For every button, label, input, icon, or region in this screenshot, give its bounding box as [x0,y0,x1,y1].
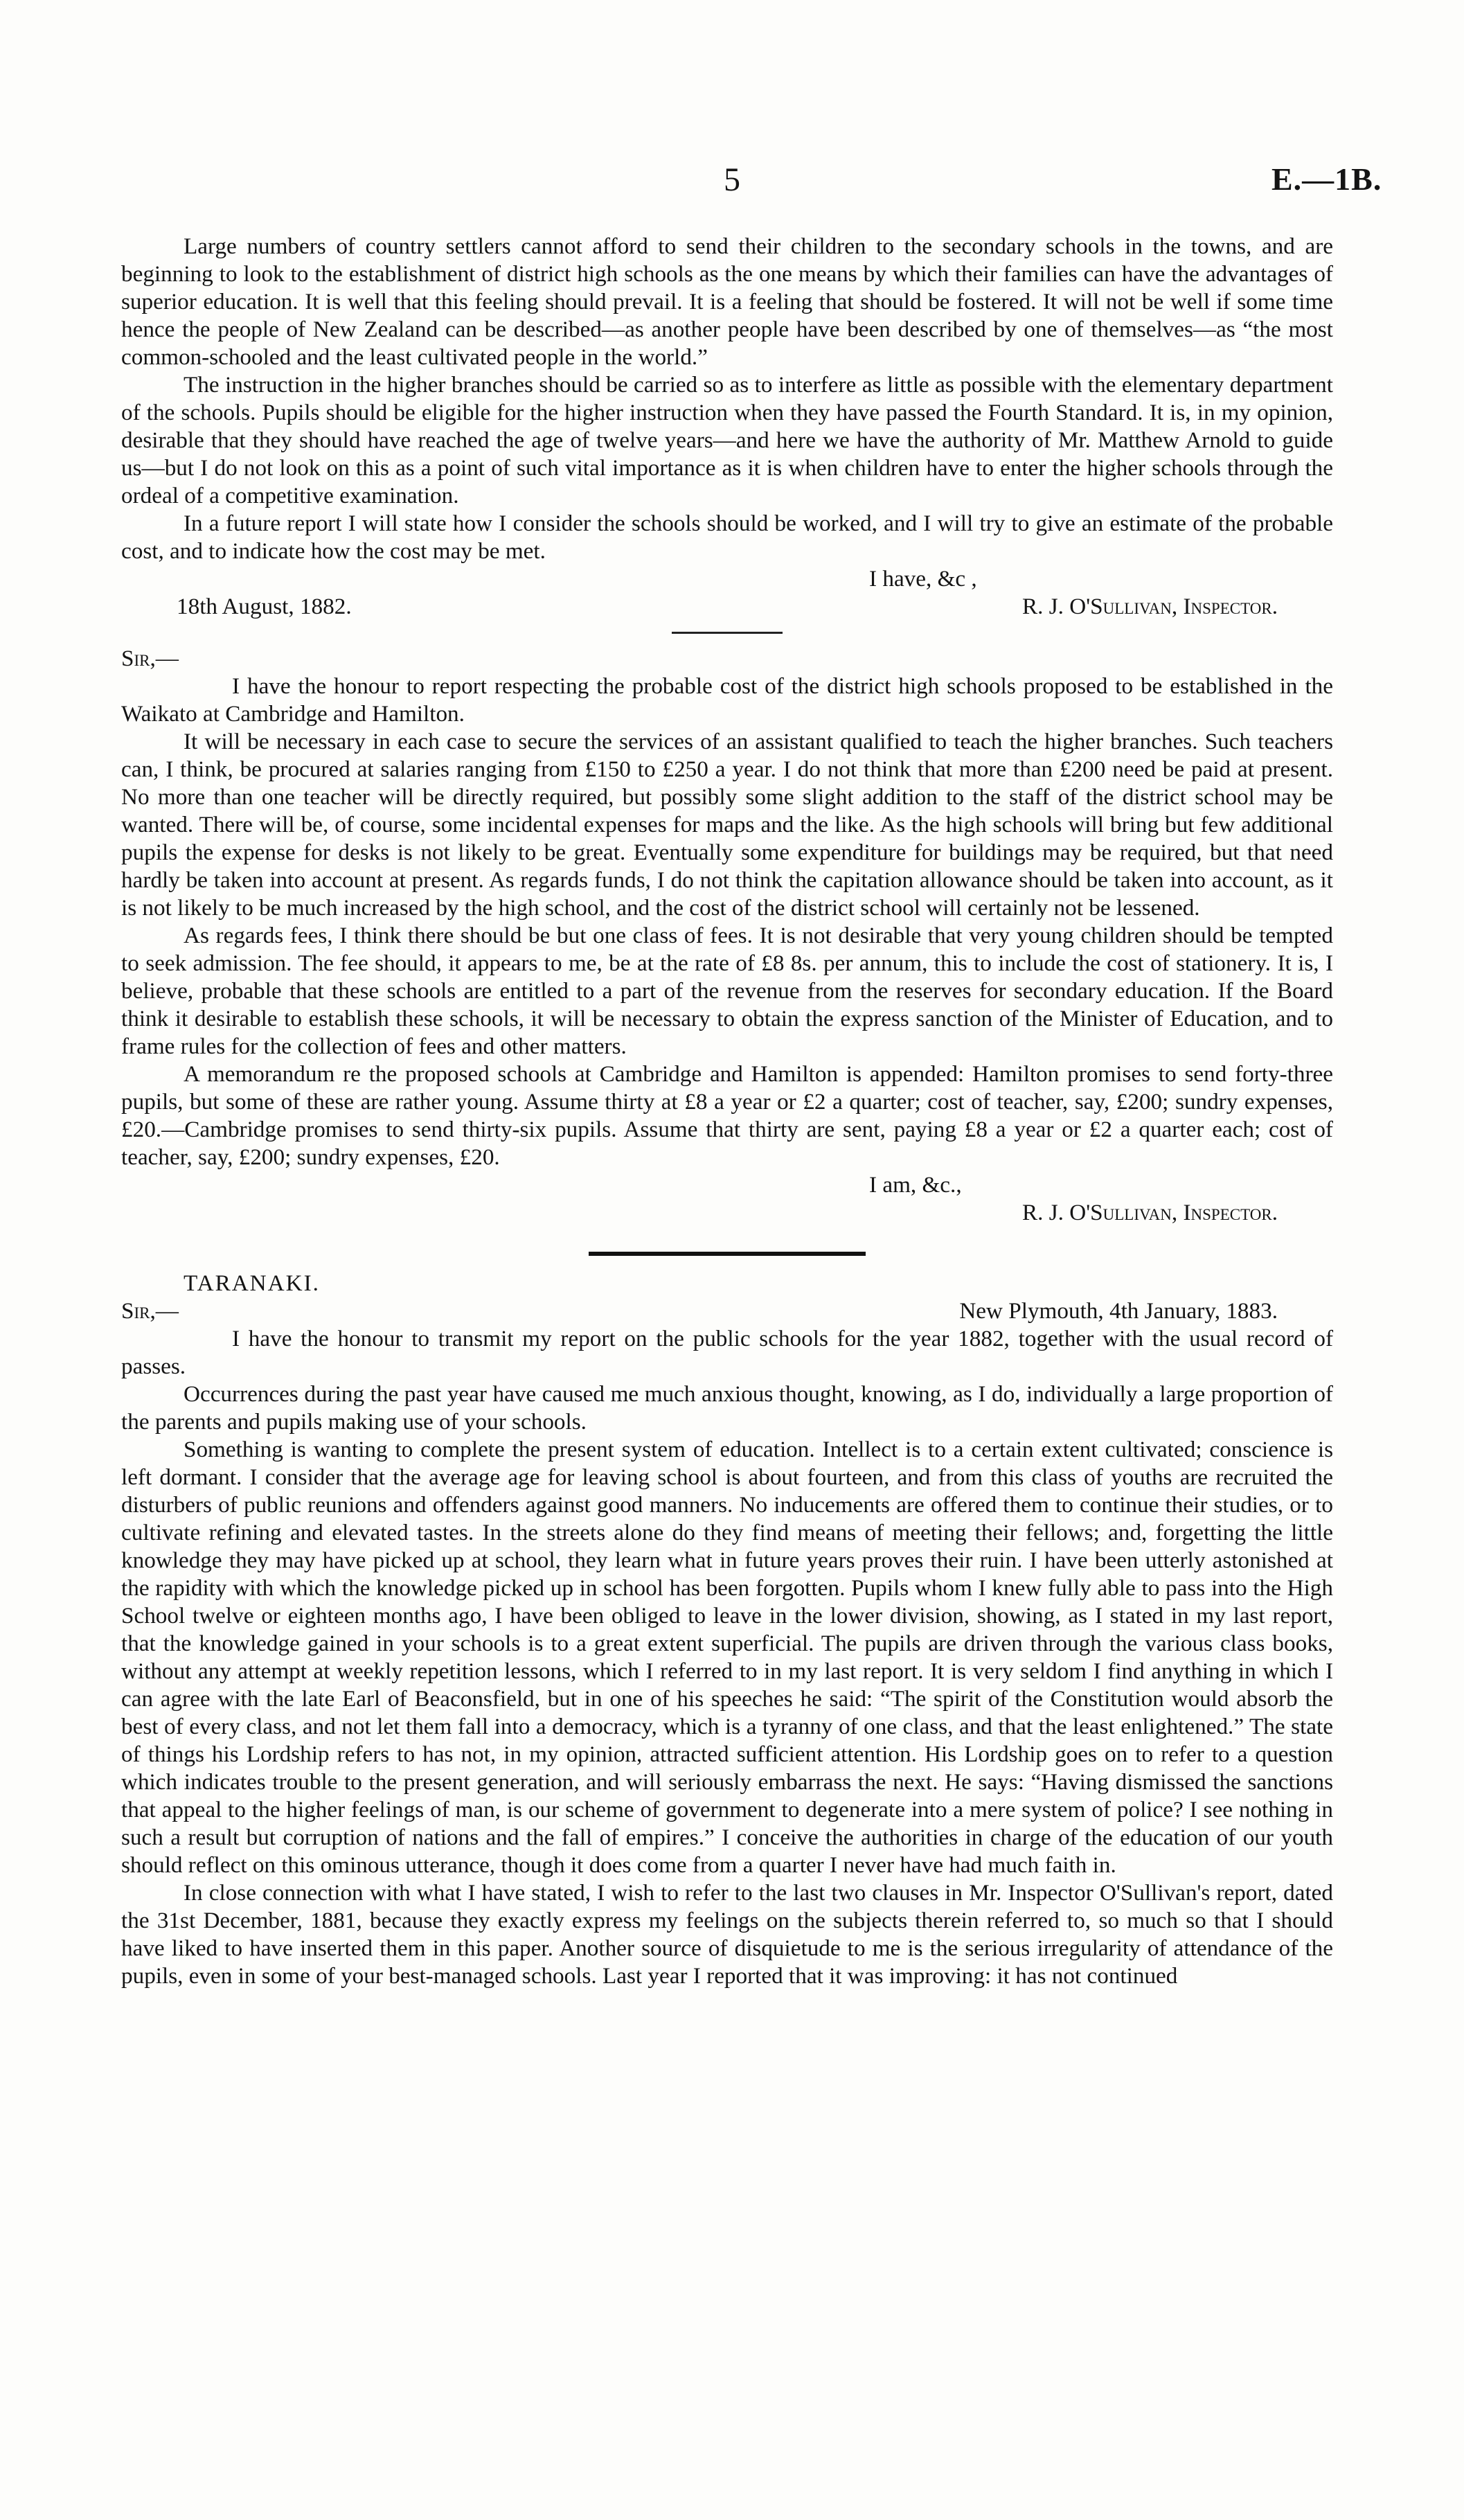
report2-paragraph: As regards fees, I think there should be but one class of fees. It is not desirable that very young children should be tempted to seek admission. The fee should, it appears to me, be at the rate of £8 8s. per annum, this to include the cost of stationery. It is, I believe, probable that these schools are entitled to a part of the revenue from the reserves for secondary education. If the Board think it desirable to establish these schools, it will be necessary to obtain the express sanction of the Minister of Education, and to frame rules for the collection of fees and other matters. [121,923,1333,1059]
taranaki-salutation-row [121,1297,1333,1325]
taranaki-paragraph: In close connection with what I have stated, I wish to refer to the last two clauses in Mr. Inspector O'Sullivan's report, dated the 31st December, 1881, because they exactly express my feelings on the subjects therein referred to, so much so that I should have liked to have inserted them in this paper. Another source of disquietude to me is the serious irregularity of attendance of the pupils, even in some of your best-managed schools. Last year I reported that it was improving: it has not continued [121,1880,1333,1989]
report2-salutation: Sir,— [121,646,179,671]
page-number: 5 [724,161,740,198]
report1-signature: R. J. O'Sullivan, Inspector. [1022,594,1278,619]
taranaki-place-date: New Plymouth, 4th January, 1883. [959,1298,1278,1324]
report2-paragraph: A memorandum re the proposed schools at Cambridge and Hamilton is appended: Hamilton promises to send forty-three pupils, but some of these are rather young. Assume thirty at £8 a year or £2 a quarter; cost of teacher, say, £200; sundry expenses, £20.—Cambridge promises to send thirty-six pupils. Assume that thirty are sent, paying £8 a year or £2 a quarter each; cost of teacher, say, £200; sundry expenses, £20. [121,1061,1333,1170]
taranaki-paragraph: Something is wanting to complete the present system of education. Intellect is to a certain extent cultivated; conscience is left dormant. I consider that the average age for leaving school is about fourteen, and from this class of youths are recruited the disturbers of public reunions and offenders against good manners. No inducements are offered them to continue their studies, or to cultivate refining and elevated tastes. In the streets alone do they find means of meeting their fellows; and, forgetting the little knowledge they may have picked up at school, they learn what in future years proves their ruin. I have been utterly astonished at the rapidity with which the knowledge picked up in school has been forgotten. Pupils whom I knew fully able to pass into the High School twelve or eighteen months ago, I have been obliged to leave in the lower division, showing, as I stated in my last report, that the knowledge gained in your schools is to a great extent superficial. The pupils are driven through the various class books, without any attempt at weekly repetition lessons, which I referred to in my last report. It is very seldom I find anything in which I can agree with the late Earl of Beaconsfield, but in one of his speeches he said: “The spirit of the Constitution would absorb the best of every class, and not let them fall into a democracy, which is a tyranny of one class, and that the least enlightened.” The state of things his Lordship refers to has not, in my opinion, attracted sufficient attention. His Lordship goes on to refer to a question which indicates trouble to the present generation, and will seriously embarrass the next. He says: “Having dismissed the sanctions that appeal to the higher feelings of man, is our scheme of government to degenerate into a mere system of police? I see nothing in such a result but corruption of nations and the fall of empires.” I conceive the authorities in charge of the education of our youth should reflect on this ominous utterance, though it does come from a quarter I never have had much faith in. [121,1437,1333,1878]
report2-signature: R. J. O'Sullivan, Inspector. [1022,1200,1278,1225]
document-reference: E.—1B. [1271,161,1382,197]
taranaki-paragraph: I have the honour to transmit my report on the public schools for the year 1882, together with the usual record of passes. [121,1326,1333,1379]
report2-paragraph: It will be necessary in each case to secure the services of an assistant qualified to teach the higher branches. Such teachers can, I think, be procured at salaries ranging from £150 to £250 a year. I do not think that more than £200 need be paid at present. No more than one teacher will be directly required, but possibly some slight addition to the staff of the district school may be wanted. There will be, of course, some incidental expenses for maps and the like. As the high schools will bring but few additional pupils the expense for desks is not likely to be great. Eventually some expenditure for buildings may be required, but that need hardly be taken into account at present. As regards funds, I do not think the capitation allowance should be taken into account, as it is not likely to be much increased by the high school, and the cost of the district school will certainly not be lessened. [121,729,1333,921]
report2-paragraph: I have the honour to report respecting the probable cost of the district high schools proposed to be established in the Waikato at Cambridge and Hamilton. [121,673,1333,727]
report1-signature-row [121,593,1333,621]
report1-paragraph: The instruction in the higher branches should be carried so as to interfere as little as possible with the elementary department of the schools. Pupils should be eligible for the higher instruction when they have passed the Fourth Standard. It is, in my opinion, desirable that they should have reached the age of twelve years—and here we have the authority of Mr. Matthew Arnold to guide us—but I do not look on this as a point of such vital importance as it is when children have to enter the higher schools through the ordeal of a competitive examination. [121,372,1333,508]
section-heading: TARANAKI. [184,1270,320,1296]
report1-date: 18th August, 1882. [177,594,352,619]
report1-closing: I have, &c , [869,566,977,592]
taranaki-paragraph: Occurrences during the past year have caused me much anxious thought, knowing, as I do, individually a large proportion of the parents and pupils making use of your schools. [121,1381,1333,1435]
taranaki-salutation: Sir,— [121,1298,179,1324]
report2-closing: I am, &c., [869,1172,962,1198]
report2-signature-row [121,1199,1333,1227]
section-divider-thick [589,1252,866,1256]
report1-paragraph: In a future report I will state how I consider the schools should be worked, and I will try to give an estimate of the probable cost, and to indicate how the cost may be met. [121,511,1333,564]
document-body [121,233,1333,1990]
report1-paragraph: Large numbers of country settlers cannot afford to send their children to the secondary schools in the towns, and are beginning to look to the establishment of district high schools as the one means by which their families can have the advantages of superior education. It is well that this feeling should prevail. It is a feeling that should be fostered. It will not be well if some time hence the people of New Zealand can be described—as another people have been described by one of themselves—as “the most common-schooled and the least cultivated people in the world.” [121,233,1333,370]
section-divider [672,632,783,634]
